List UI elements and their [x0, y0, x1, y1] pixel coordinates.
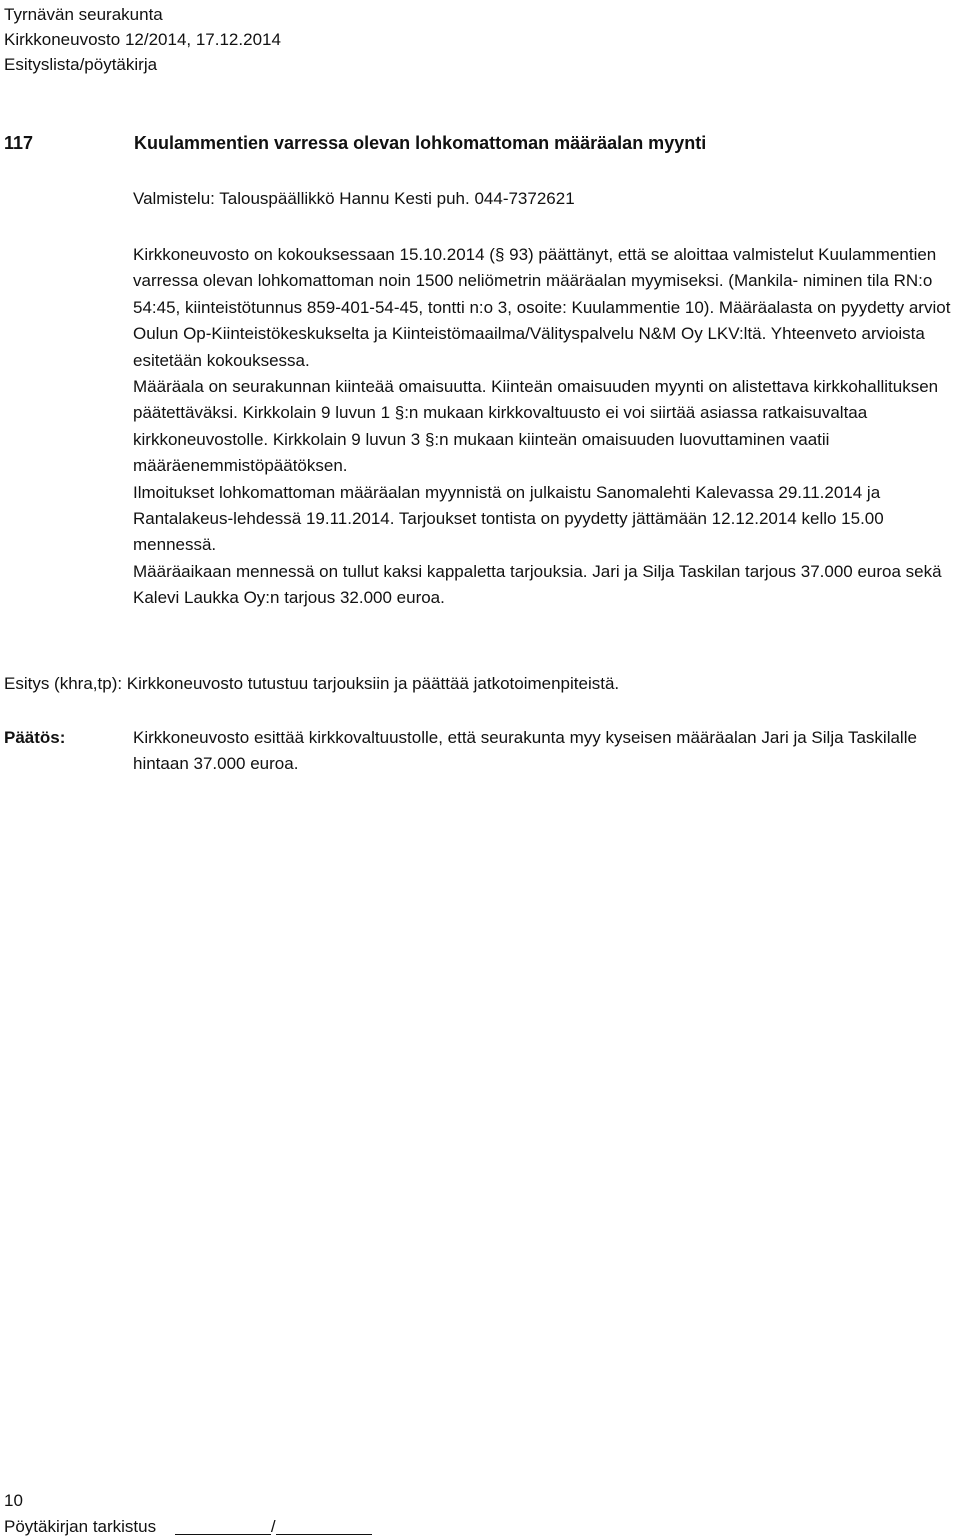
body-text: [133, 242, 955, 612]
body-paragraph-3: Ilmoitukset lohkomattoman määräalan myynnistä on julkaistu Sanomalehti Kalevassa 29.11.2014 ja Rantalakeus-lehdessä 19.11.2014. Tarjoukset tontista on pyydetty jättämään 12.12.2014 kello 15.00 mennessä.: [133, 482, 884, 555]
preparation-line: [133, 186, 955, 212]
decision-label: Päätös:: [4, 728, 66, 747]
verification-label: Pöytäkirjan tarkistus: [4, 1517, 157, 1536]
document-type: Esityslista/pöytäkirja: [4, 55, 158, 74]
body-paragraph-1: Kirkkoneuvosto on kokouksessaan 15.10.2014 (§ 93) päättänyt, että se aloittaa valmistelut Kuulammentien varressa olevan lohkomattoman noin 1500 neliömetrin määräalan myymiseksi. (Mankila- niminen tila RN:o 54:45, kiinteistötunnus 859-401-54-45, tontti n:o 3, osoite: Kuulammentie 10). Määräalasta on pyydetty arviot Oulun Op-Kiinteistökeskukselta ja Kiinteistömaailma/Välityspalvelu N&M Oy LKV:ltä. Yhteenveto arvioista esitetään kokouksessa.: [133, 245, 951, 370]
decision-block: [133, 725, 955, 778]
verification-line: [4, 1514, 372, 1540]
proposal-text: Esitys (khra,tp): Kirkkoneuvosto tutustuu tarjouksiin ja päättää jatkotoimenpiteistä.: [4, 674, 620, 693]
meeting-info: Kirkkoneuvosto 12/2014, 17.12.2014: [4, 30, 281, 49]
section-number: 117: [4, 133, 34, 153]
preparation-text: Valmistelu: Talouspäällikkö Hannu Kesti puh. 044-7372621: [133, 189, 575, 208]
body-paragraph-2: Määräala on seurakunnan kiinteää omaisuutta. Kiinteän omaisuuden myynti on alistettava kirkkohallituksen päätettäväksi. Kirkkolain 9 luvun 1 §:n mukaan kirkkovaltuusto ei voi siirtää asiassa ratkaisuvaltaa kirkkoneuvostolle. Kirkkolain 9 luvun 3 §:n mukaan kiinteän omaisuuden luovuttaminen vaatii määräenemmistöpäätöksen.: [133, 377, 939, 476]
signature-blank-1: [175, 1516, 271, 1535]
body-paragraph-4: Määräaikaan mennessä on tullut kaksi kappaletta tarjouksia. Jari ja Silja Taskilan tarjous 37.000 euroa sekä Kalevi Laukka Oy:n tarjous 32.000 euroa.: [133, 561, 942, 608]
page-footer: [4, 1488, 372, 1540]
separator: /: [270, 1517, 276, 1536]
section-title: Kuulammentien varressa olevan lohkomattoman määräalan myynti: [134, 133, 707, 153]
signature-blank-2: [276, 1516, 372, 1535]
page-number: 10: [4, 1491, 23, 1510]
section-heading: [4, 133, 706, 154]
document-header: [4, 2, 281, 77]
decision-text: Kirkkoneuvosto esittää kirkkovaltuustolle, että seurakunta myy kyseisen määräalan Jari ja Silja Taskilalle hintaan 37.000 euroa.: [133, 728, 917, 774]
organization-name: Tyrnävän seurakunta: [4, 5, 163, 24]
